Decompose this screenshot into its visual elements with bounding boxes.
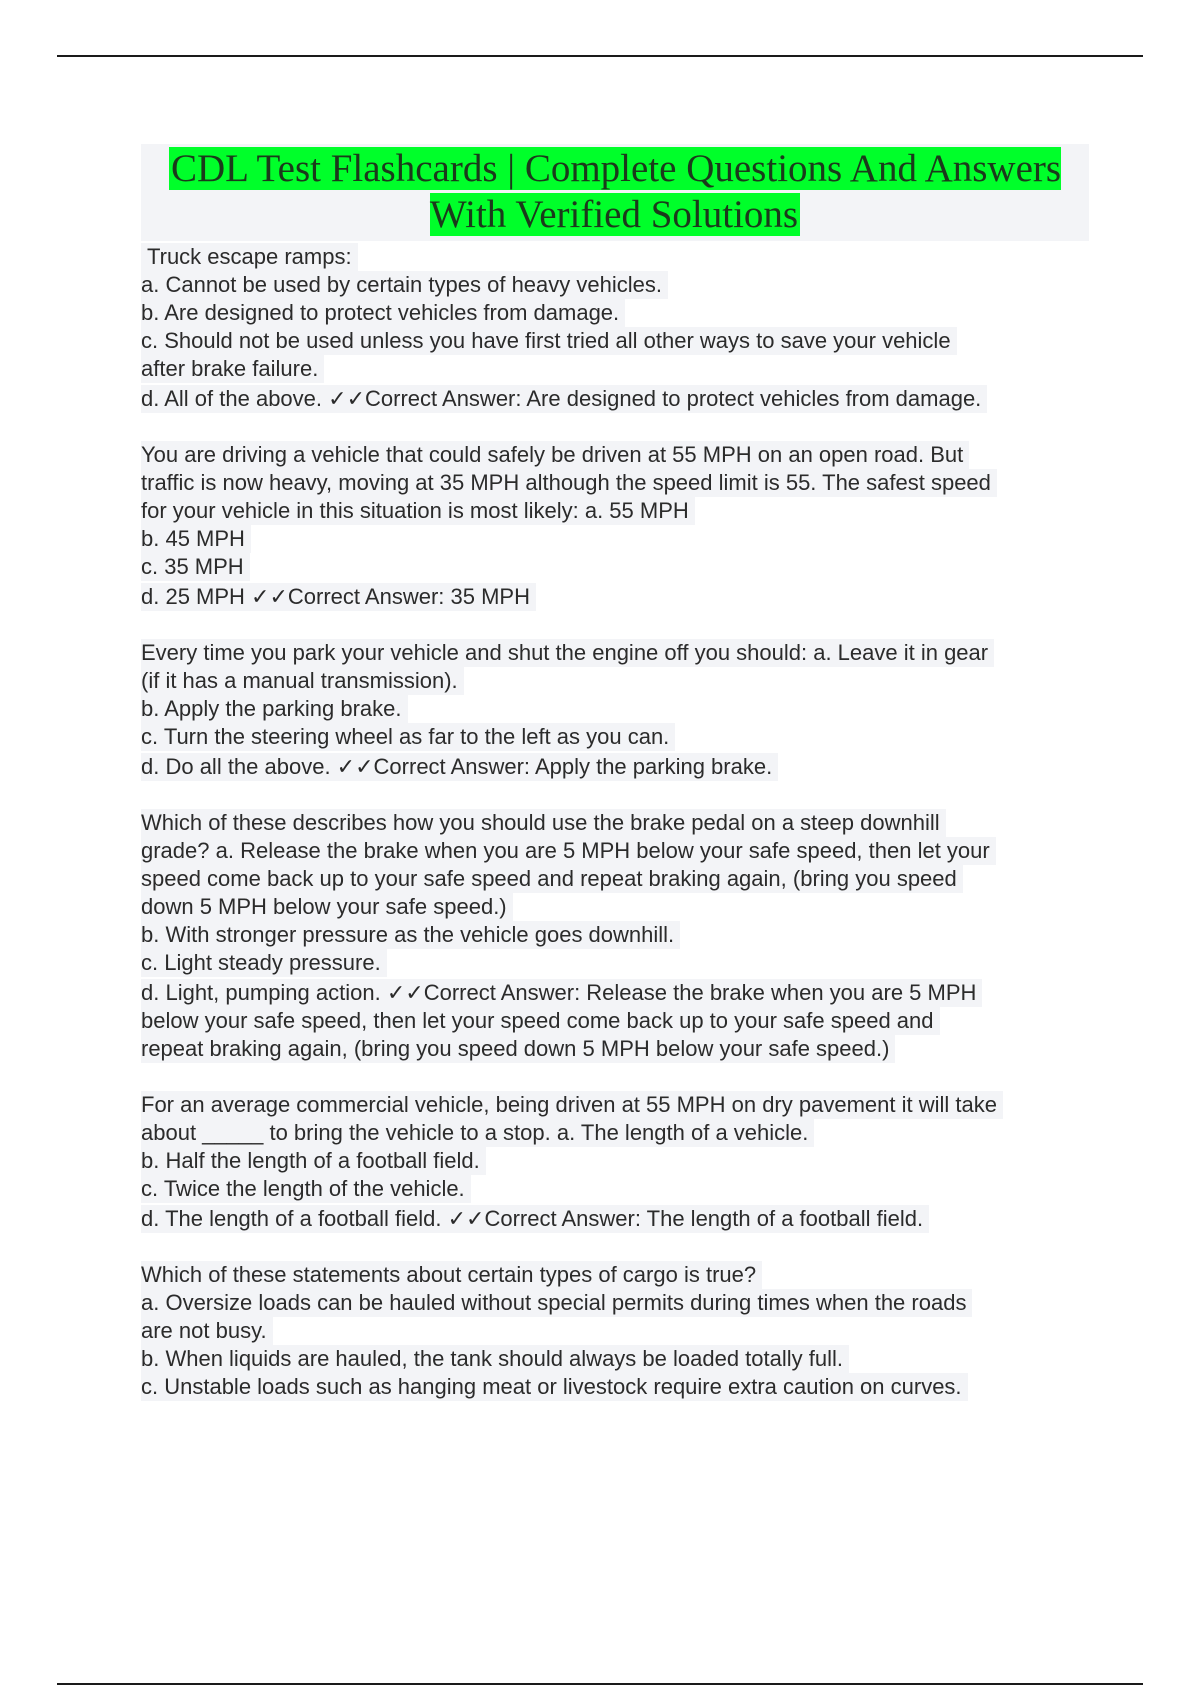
- question-block: [141, 1091, 1089, 1233]
- option-line: are not busy.: [141, 1317, 273, 1345]
- option-line: b. 45 MPH: [141, 525, 251, 553]
- top-rule: [57, 55, 1143, 57]
- option-line: c. Turn the steering wheel as far to the left as you can.: [141, 723, 675, 751]
- question-line: Which of these describes how you should use the brake pedal on a steep downhill: [141, 809, 946, 837]
- question-line: For an average commercial vehicle, being driven at 55 MPH on dry pavement it will take: [141, 1091, 1003, 1119]
- answer-line: below your safe speed, then let your speed come back up to your safe speed and: [141, 1007, 940, 1035]
- question-block: [141, 1261, 1089, 1401]
- question-line: down 5 MPH below your safe speed.): [141, 893, 513, 921]
- question-block: [141, 809, 1089, 1063]
- title-block: [141, 144, 1089, 241]
- question-line: Every time you park your vehicle and shut the engine off you should: a. Leave it in gear: [141, 639, 994, 667]
- option-line: b. When liquids are hauled, the tank should always be loaded totally full.: [141, 1345, 849, 1373]
- answer-line: d. Do all the above. ✓✓Correct Answer: Apply the parking brake.: [141, 753, 778, 781]
- document-body: [141, 144, 1089, 1429]
- bottom-rule: [57, 1683, 1143, 1685]
- question-line: grade? a. Release the brake when you are 5 MPH below your safe speed, then let your: [141, 837, 996, 865]
- answer-line: d. All of the above. ✓✓Correct Answer: Are designed to protect vehicles from damage.: [141, 385, 987, 413]
- question-line: traffic is now heavy, moving at 35 MPH although the speed limit is 55. The safest speed: [141, 469, 997, 497]
- answer-line: repeat braking again, (bring you speed down 5 MPH below your safe speed.): [141, 1035, 895, 1063]
- question-block: [141, 639, 1089, 781]
- question-line: about _____ to bring the vehicle to a stop. a. The length of a vehicle.: [141, 1119, 814, 1147]
- answer-line: d. Light, pumping action. ✓✓Correct Answer: Release the brake when you are 5 MPH: [141, 979, 982, 1007]
- question-line: (if it has a manual transmission).: [141, 667, 464, 695]
- question-block: [141, 441, 1089, 611]
- document-title: CDL Test Flashcards | Complete Questions And Answers With Verified Solutions: [170, 147, 1062, 236]
- question-block: [141, 243, 1089, 413]
- option-line: after brake failure.: [141, 355, 324, 383]
- option-line: c. 35 MPH: [141, 553, 250, 581]
- question-line: for your vehicle in this situation is most likely: a. 55 MPH: [141, 497, 695, 525]
- option-line: b. Are designed to protect vehicles from damage.: [141, 299, 625, 327]
- option-line: c. Should not be used unless you have first tried all other ways to save your vehicle: [141, 327, 957, 355]
- option-line: c. Unstable loads such as hanging meat or livestock require extra caution on curves.: [141, 1373, 968, 1401]
- option-line: b. With stronger pressure as the vehicle goes downhill.: [141, 921, 680, 949]
- option-line: b. Half the length of a football field.: [141, 1147, 486, 1175]
- question-line: Which of these statements about certain types of cargo is true?: [141, 1261, 762, 1289]
- question-line: You are driving a vehicle that could safely be driven at 55 MPH on an open road. But: [141, 441, 969, 469]
- question-line: Truck escape ramps:: [141, 243, 358, 271]
- option-line: a. Cannot be used by certain types of heavy vehicles.: [141, 271, 668, 299]
- answer-line: d. 25 MPH ✓✓Correct Answer: 35 MPH: [141, 583, 536, 611]
- option-line: c. Twice the length of the vehicle.: [141, 1175, 471, 1203]
- question-line: speed come back up to your safe speed and repeat braking again, (bring you speed: [141, 865, 963, 893]
- option-line: b. Apply the parking brake.: [141, 695, 408, 723]
- option-line: c. Light steady pressure.: [141, 949, 387, 977]
- option-line: a. Oversize loads can be hauled without special permits during times when the roads: [141, 1289, 972, 1317]
- answer-line: d. The length of a football field. ✓✓Correct Answer: The length of a football field.: [141, 1205, 929, 1233]
